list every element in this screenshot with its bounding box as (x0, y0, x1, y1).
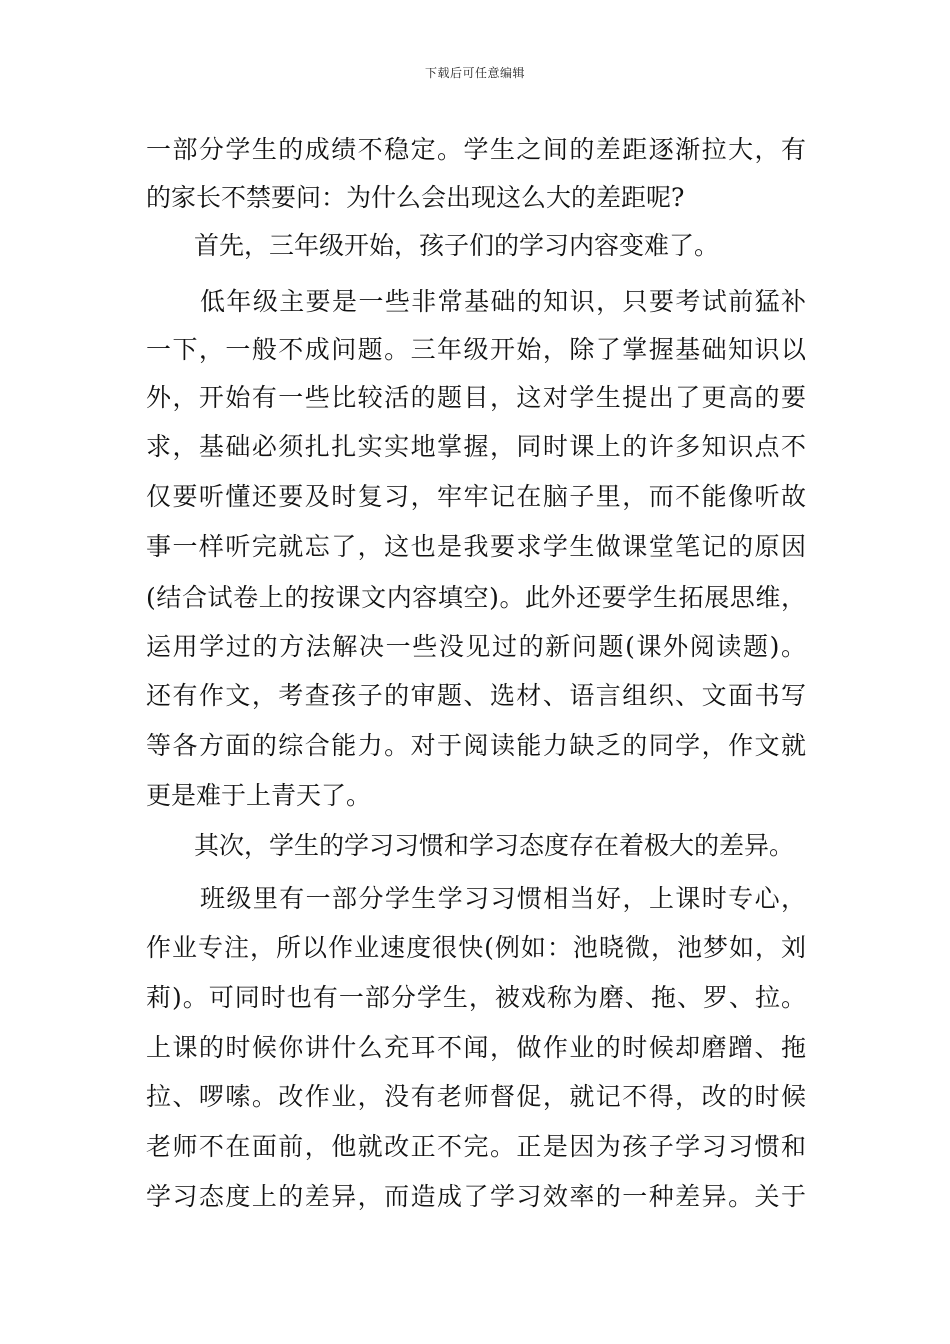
body-line-9: 事一样听完就忘了，这也是我要求学生做课堂笔记的原因 (146, 532, 806, 561)
body-line-4: 低年级主要是一些非常基础的知识，只要考试前猛补 (200, 287, 806, 316)
body-line-7: 求，基础必须扎扎实实地掌握，同时课上的许多知识点不 (146, 432, 806, 461)
body-line-21: 老师不在面前，他就改正不完。正是因为孩子学习习惯和 (146, 1132, 806, 1161)
paragraph-second-reason: 其次，学生的学习习惯和学习态度存在着极大的差异。 (194, 831, 795, 860)
body-line-19: 上课的时候你讲什么充耳不闻，做作业的时候却磨蹭、拖 (146, 1033, 806, 1062)
body-line-13: 等各方面的综合能力。对于阅读能力缺乏的同学，作文就 (146, 731, 806, 760)
page-header: 下载后可任意编辑 (424, 66, 525, 80)
body-line-11: 运用学过的方法解决一些没见过的新问题(课外阅读题)。 (146, 632, 806, 661)
body-line-14: 更是难于上青天了。 (146, 781, 372, 810)
body-line-10: (结合试卷上的按课文内容填空)。此外还要学生拓展思维， (146, 583, 806, 612)
body-line-22: 学习态度上的差异，而造成了学习效率的一种差异。关于 (146, 1182, 806, 1211)
body-line-5: 一下，一般不成问题。三年级开始，除了掌握基础知识以 (146, 335, 806, 364)
paragraph-first-reason: 首先，三年级开始，孩子们的学习内容变难了。 (194, 231, 720, 260)
body-line-2: 的家长不禁要问：为什么会出现这么大的差距呢? (146, 183, 685, 212)
body-line-1: 一部分学生的成绩不稳定。学生之间的差距逐渐拉大，有 (146, 135, 806, 164)
body-line-12: 还有作文，考查孩子的审题、选材、语言组织、文面书写 (146, 681, 806, 710)
body-line-8: 仅要听懂还要及时复习，牢牢记在脑子里，而不能像听故 (146, 482, 806, 511)
body-line-6: 外，开始有一些比较活的题目，这对学生提出了更高的要 (146, 383, 806, 412)
body-line-20: 拉、啰嗦。改作业，没有老师督促，就记不得，改的时候 (146, 1082, 806, 1111)
body-line-18: 莉)。可同时也有一部分学生，被戏称为磨、拖、罗、拉。 (146, 983, 806, 1012)
body-line-17: 作业专注，所以作业速度很快(例如：池晓微，池梦如，刘 (146, 933, 806, 962)
body-line-16: 班级里有一部分学生学习习惯相当好，上课时专心， (200, 884, 806, 913)
